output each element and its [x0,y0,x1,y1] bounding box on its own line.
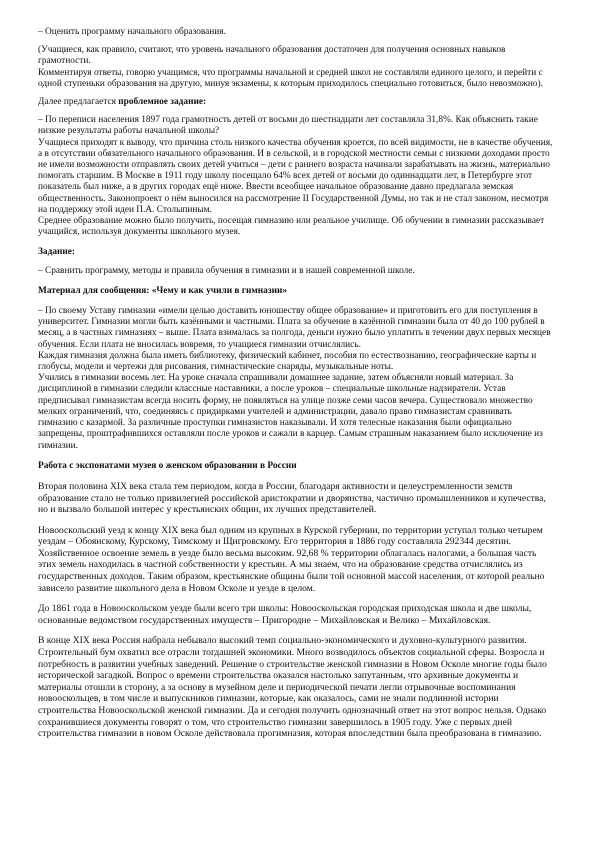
problem-task-intro-text: Далее предлагается [38,97,119,108]
problem-task-intro [38,97,553,108]
task-compare-program: – Сравнить программу, методы и правила обучения в гимназии и в нашей современной школе. [38,265,415,276]
gymnasium-equipment-paragraph: Каждая гимназия должна была иметь библиотеку, физический кабинет, пособия по естествознанию, географические карты и глобусы, модели и чертежи для рисования, гимнастические снаряды, музыкальные ноты. [38,350,537,373]
museum-work-heading: Работа с экспонатами музея о женском образовании в России [38,460,297,471]
document-page [38,27,553,740]
gymnasium-lessons-paragraph: Учились в гимназии восемь лет. На уроке сначала спрашивали домашнее задание, затем объясняли новый материал. За дисциплиной в гимназии следили классные наставники, а после уроков – специальные школьные надзиратели. Устав предписывал гимназистам всегда носить форму, не появляться на улице позже семи часов вечера. Существовало множество мелких ограничений, что, соединяясь с придирками учителей и администрации, давало право гимназистам сравнивать гимназию с казармой. За различные проступки гимназистов наказывали. И хотя телесные наказания были официально запрещены, проштрафившихся оставляли после уроков и сажали в карцер. Самым страшным наказанием было исключение из гимназии. [38,373,543,451]
problem-task-label: проблемное задание: [118,97,207,108]
nineteenth-century-paragraph: Вторая половина XIX века стала тем периодом, когда в России, благодаря активности и целеустремленности земств образование стало не только привилегией российской аристократии и дворянства, частично промышленников и купечества, но и вызвало большой интерес у крестьянских общин, их лучших представителей. [38,480,546,516]
task-evaluate-program: – Оценить программу начального образования. [38,27,226,37]
census-question-paragraph: – По переписи населения 1897 года грамотность детей от восьми до шестнадцати лет составляла 31,8%. Как объяснить такие низкие результаты работы начальной школы? [38,115,538,137]
secondary-education-paragraph: Среднее образование можно было получить, посещая гимназию или реальное училище. Об обучении в гимназии рассказывает учащийся, используя документы школьного музея. [38,216,545,238]
students-opinion-paragraph: (Учащиеся, как правило, считают, что уровень начального образования достаточен для получения основных навыков грамотности. [38,45,506,67]
novooskol-uezd-paragraph: Новооскольский уезд к концу XIX века был одним из крупных в Курской губернии, по территории уступал только четырем уездам – Обоянскому, Курскому, Тимскому и Щигровскому. Его территория в 1886 году составляла 292344 десятин. Хозяйственное освоение земель в уезде было весьма высоким. 92,68 % территории облагалась налогами, а большая часть этих земель находилась в частной собственности у крестьян. А мы знаем, что на образование средства отчислялись из государственных доходов. Таким образом, крестьянские общины были той основной массой населения, от которой реально зависело развитие школьного дела в Новом Осколе и уезде в целом. [38,524,545,594]
schools-before-1861-paragraph: До 1861 года в Новооскольском уезде были всего три школы: Новооскольская городская приходская школа и две школы, основанные ведомством государственных имуществ – Пригородне – Михайловская и Велико – Михайловская. [38,603,532,626]
construction-boom-paragraph: В конце XIX века Россия набрала небывало высокий темп социально-экономического и духовно-культурного развития. Строительный бум охватил все отрасли тогдашней экономики. Много возводилось объектов социальной сферы. Возросла и потребность в развитии учебных заведений. Решение о строительстве женской гимназии в Новом Осколе многие годы было исторической загадкой. Вопрос о времени строительства оказался настолько запутанным, что архивные документы и материалы отошли в сторону, а за основу в музейном деле и периодической печати легли отрывочные воспоминания новооскольцев, в том числе и выпускников гимназии, которые, как оказалось, сами не знали подлинной истории строительства Новооскольской женской гимназии. Да и сегодня получить однозначный ответ на этот вопрос нельзя. Однако сохранившиеся документы говорят о том, что строительство гимназии завершилось в 1905 году. Уже с первых дней строительства гимназии в новом Осколе действовала прогимназия, которая впоследствии была преобразована в гимназию. [38,635,547,740]
students-conclusion-paragraph: Учащиеся приходят к выводу, что причина столь низкого качества обучения кроется, по всей видимости, не в качестве обучения, а в отсутствии обязательного начального образования. И в сельской, и в городской местности семьи с низкими доходами просто не имели возможности отправлять своих детей учиться – дети с раннего возраста начинали зарабатывать на жизнь, материально помогать старшим. В Москве в 1911 году школу посещало 64% всех детей от восьми до одиннадцати лет, в Петербурге этот показатель был ниже, а в других городах ещё ниже. Ввести всеобщее начальное образование давно предлагала земская общественность. Законопроект о нём выносился на рассмотрение II Государственной Думы, но так и не стал законом, несмотря на поддержку этой идеи П.А. Столыпиным. [38,137,553,215]
task-heading: Задание: [38,247,76,258]
teacher-comment-paragraph: Комментируя ответы, говорю учащимся, что программы начальной и средней школ не составляли единого целого, и перейти с одной ступеньки образования на другую, минуя экзамены, к которым приходилось специально готовиться, было невозможно). [38,67,543,89]
material-heading: Материал для сообщения: «Чему и как учили в гимназии» [38,285,288,296]
gymnasium-charter-paragraph: – По своему Уставу гимназии «имели целью доставить юношеству общее образование» и приготовить его для поступления в университет. Гимназии могли быть казёнными и частными. Плата за обучение в казённой гимназии была от 40 до 100 рублей в месяц, а в частных гимназиях – выше. Плата взималась за полгода, деньги нужно было уплатить в течении двух первых месяцев обучения. Если плата не вносилась вовремя, то учащиеся гимназии отчислялись. [38,306,551,350]
